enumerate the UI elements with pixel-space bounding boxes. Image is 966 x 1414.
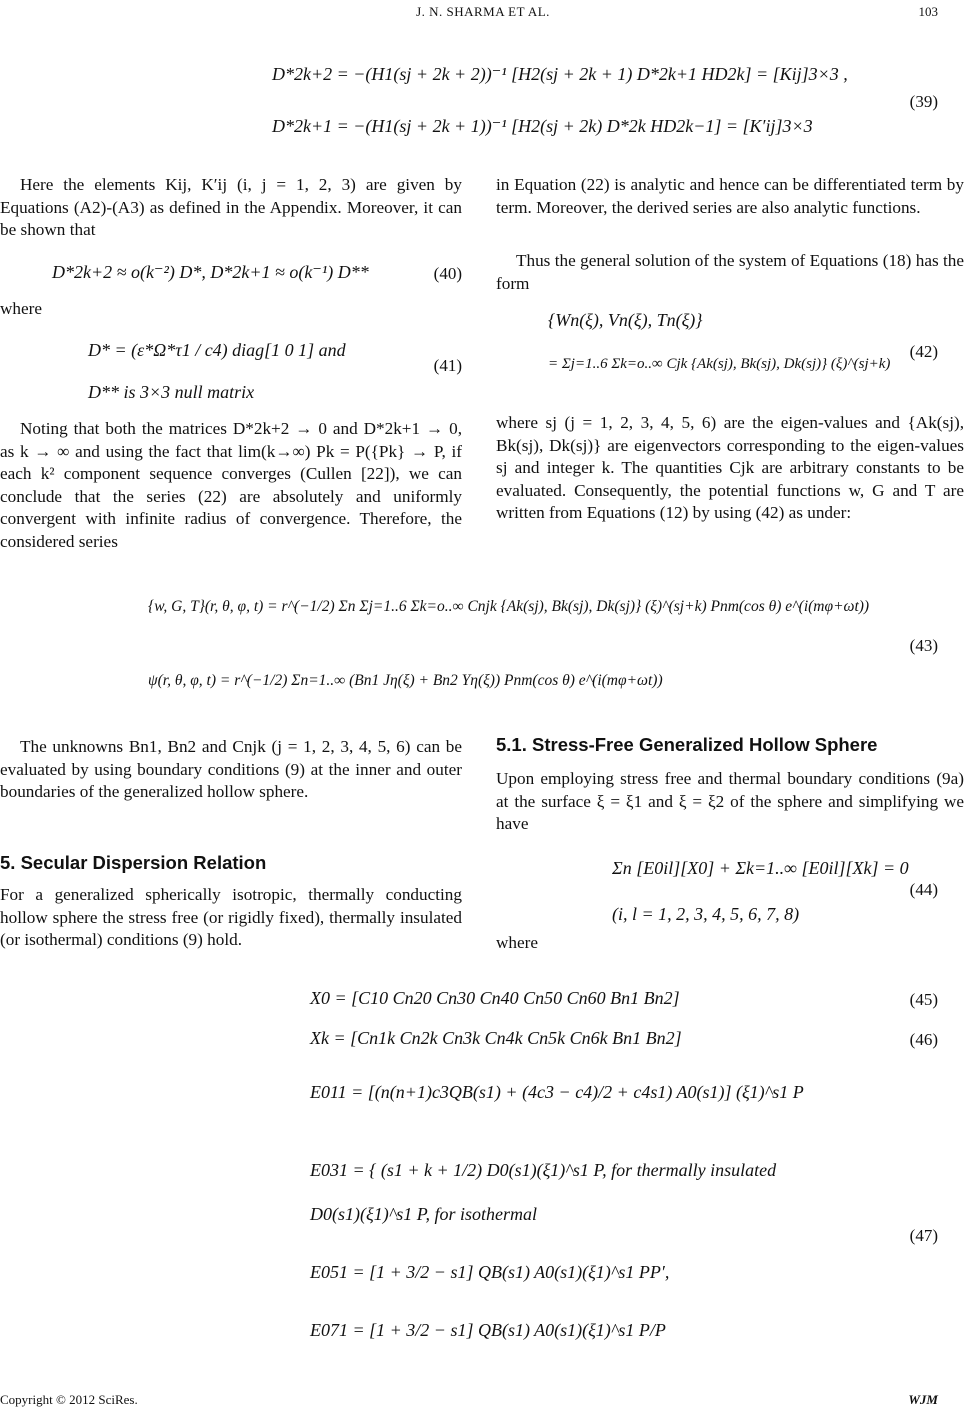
equation-43-line-2: ψ(r, θ, φ, t) = r^(−1/2) Σn=1..∞ (Bn1 Jη(ξ) + Bn2 Yη(ξ)) Pnm(cos θ) e^(i(mφ+ωt)) [148, 672, 663, 689]
running-header: J. N. SHARMA ET AL. [416, 4, 550, 19]
equation-43-number: (43) [909, 636, 938, 655]
left-paragraph-4: For a generalized spherically isotropic, thermally conducting hollow sphere the stress free (or rigidly fixed), thermally insulated (or isothermal) conditions (9) hold. [0, 885, 462, 949]
equation-42-number: (42) [909, 342, 938, 361]
equation-42-line-2: = Σj=1..6 Σk=o..∞ Cjk {Ak(sj), Bk(sj), Dk(sj)} (ξ)^(sj+k) [548, 356, 891, 372]
equation-47-line-1: E011 = [(n(n+1)c3QB(s1) + (4c3 − c4)/2 + c4s1) A0(s1)] (ξ1)^s1 P [310, 1082, 804, 1102]
equation-47-line-2b: D0(s1)(ξ1)^s1 P, for isothermal [310, 1204, 537, 1224]
page-number: 103 [918, 4, 938, 19]
equation-41-line-1: D* = (ε*Ω*τ1 / c4) diag[1 0 1] and [88, 340, 346, 360]
equation-44-number: (44) [909, 880, 938, 899]
equation-41-line-2: D** is 3×3 null matrix [88, 382, 255, 402]
equation-47-line-3: E051 = [1 + 3/2 − s1] QB(s1) A0(s1)(ξ1)^s1 PP′, [310, 1262, 670, 1282]
equation-45-number: (45) [909, 990, 938, 1009]
left-paragraph-3: The unknowns Bn1, Bn2 and Cnjk (j = 1, 2, 3, 4, 5, 6) can be evaluated by using boundary conditions (9) at the inner and outer boundaries of the generalized hollow sphere. [0, 737, 462, 801]
equation-39-line-1: D*2k+2 = −(H1(sj + 2k + 2))⁻¹ [H2(sj + 2k + 1) D*2k+1 HD2k] = [Kij]3×3 , [272, 64, 848, 84]
right-where-2: where [496, 933, 538, 952]
equation-40-number: (40) [433, 264, 462, 283]
equation-46-number: (46) [909, 1030, 938, 1049]
equation-40: D*2k+2 ≈ o(k⁻²) D*, D*2k+1 ≈ o(k⁻¹) D** [52, 262, 369, 282]
equation-46: Xk = [Cn1k Cn2k Cn3k Cn4k Cn5k Cn6k Bn1 Bn2] [310, 1028, 682, 1048]
equation-43-line-1: {w, G, T}(r, θ, φ, t) = r^(−1/2) Σn Σj=1..6 Σk=o..∞ Cnjk {Ak(sj), Bk(sj), Dk(sj)} (ξ)^(sj+k) Pnm(cos θ) e^(i(mφ+ωt)) [148, 598, 870, 615]
equation-39-line-2: D*2k+1 = −(H1(sj + 2k + 1))⁻¹ [H2(sj + 2k) D*2k HD2k−1] = [K′ij]3×3 [272, 116, 813, 136]
equation-47-line-4: E071 = [1 + 3/2 − s1] QB(s1) A0(s1)(ξ1)^s1 P/P [310, 1320, 666, 1340]
left-paragraph-1: Here the elements Kij, K′ij (i, j = 1, 2, 3) are given by Equations (A2)-(A3) as defined in the Appendix. Moreover, it can be shown that [0, 175, 462, 239]
section-5-1-heading: 5.1. Stress-Free Generalized Hollow Sphere [496, 734, 878, 755]
equation-47-line-2a: E031 = { (s1 + k + 1/2) D0(s1)(ξ1)^s1 P, for thermally insulated [310, 1160, 777, 1180]
equation-47-number: (47) [909, 1226, 938, 1245]
equation-44-line-1: Σn [E0il][X0] + Σk=1..∞ [E0il][Xk] = 0 [612, 858, 909, 878]
right-paragraph-1: in Equation (22) is analytic and hence can be differentiated term by term. Moreover, the derived series are also analytic functions. [496, 175, 964, 217]
left-where-1: where [0, 299, 42, 318]
equation-41-number: (41) [433, 356, 462, 375]
right-paragraph-2: Thus the general solution of the system of Equations (18) has the form [496, 251, 964, 293]
left-paragraph-2: Noting that both the matrices D*2k+2 → 0 and D*2k+1 → 0, as k → ∞ and using the fact that lim(k→∞) Pk = P({Pk} → P, if each k² component sequence converges (Cullen [22]), we can conclude that the series (22) are absolutely and uniformly convergent with infinite radius of convergence. Therefore, the considered series [0, 419, 462, 551]
equation-44-line-2: (i, l = 1, 2, 3, 4, 5, 6, 7, 8) [612, 904, 800, 924]
equation-39-number: (39) [909, 92, 938, 111]
equation-42-line-1: {Wn(ξ), Vn(ξ), Tn(ξ)} [548, 310, 703, 330]
copyright-footer: Copyright © 2012 SciRes. [0, 1392, 138, 1407]
journal-footer: WJM [908, 1392, 938, 1407]
section-5-heading: 5. Secular Dispersion Relation [0, 852, 267, 873]
right-paragraph-3: where sj (j = 1, 2, 3, 4, 5, 6) are the eigen-values and {Ak(sj), Bk(sj), Dk(sj)} are eigenvectors corresponding to the eigen-values sj and integer k. The quantities Cjk are arbitrary constants to be evaluated. Consequently, the potential functions w, G and T are written from Equations (12) by using (42) as under: [496, 413, 964, 522]
right-paragraph-4: Upon employing stress free and thermal boundary conditions (9a) at the surface ξ = ξ1 and ξ = ξ2 of the sphere and simplifying we have [496, 769, 964, 833]
equation-45: X0 = [C10 Cn20 Cn30 Cn40 Cn50 Cn60 Bn1 Bn2] [310, 988, 680, 1008]
